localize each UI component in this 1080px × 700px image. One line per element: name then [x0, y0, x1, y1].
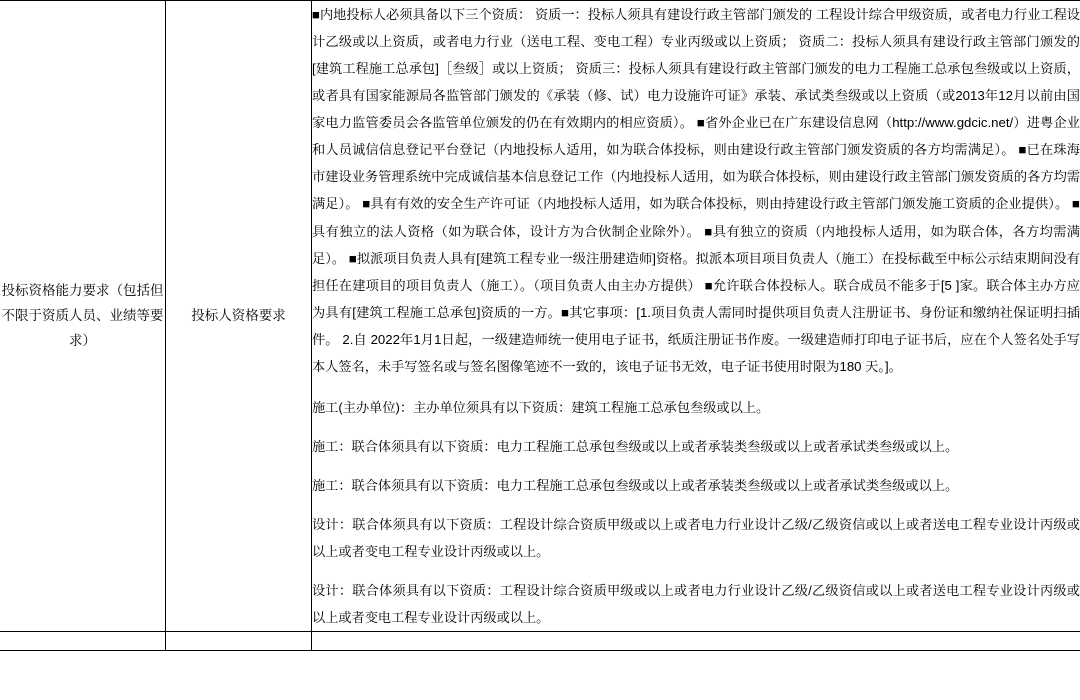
row-subject-text: 投标人资格要求: [191, 307, 286, 323]
row-content-cell: [312, 1, 1080, 632]
requirement-paragraph-5: 设计：联合体须具有以下资质：工程设计综合资质甲级或以上或者电力行业设计乙级/乙级资信或以上或者送电工程专业设计丙级或以上或者变电工程专业设计丙级或以上。: [312, 517, 1080, 560]
requirement-paragraph-4: 施工：联合体须具有以下资质：电力工程施工总承包叁级或以上或者承装类叁级或以上或者承试类叁级或以上。: [312, 478, 959, 493]
next-row-content-cell: [312, 632, 1080, 651]
next-row-subject-cell: [166, 632, 312, 651]
requirement-paragraph-6: 设计：联合体须具有以下资质：工程设计综合资质甲级或以上或者电力行业设计乙级/乙级资信或以上或者送电工程专业设计丙级或以上或者变电工程专业设计丙级或以上。: [312, 583, 1080, 626]
next-row-label-cell: [0, 632, 166, 651]
requirement-paragraph-2: 施工(主办单位)：主办单位须具有以下资质：建筑工程施工总承包叁级或以上。: [312, 399, 770, 415]
requirement-paragraph-1: ■内地投标人必须具备以下三个资质： 资质一：投标人须具有建设行政主管部门颁发的 工程设计综合甲级资质，或者电力行业工程设计乙级或以上资质，或者电力行业（送电工程、变电工程）专业丙级或以上资质； 资质二：投标人须具有建设行政主管部门颁发的[建筑工程施工总承包]［叁级］或以上资质； 资质三：投标人须具有建设行政主管部门颁发的电力工程施工总承包叁级或以上资质，或者具有国家能源局各监管部门颁发的《承装（修、试）电力设施许可证》承装、承试类叁级或以上资质（或2013年12月以前由国家电力监管委员会各监管单位颁发的仍在有效期内的相应资质）。 ■省外企业已在广东建设信息网（http://www.gdcic.net/）进粤企业和人员诚信信息登记平台登记（内地投标人适用，如为联合体投标，则由建设行政主管部门颁发资质的各方均需满足）。 ■已在珠海市建设业务管理系统中完成诚信基本信息登记工作（内地投标人适用，如为联合体投标，则由建设行政主管部门颁发资质的各方均需满足）。 ■具有有效的安全生产许可证（内地投标人适用，如为联合体投标，则由持建设行政主管部门颁发施工资质的企业提供）。 ■具有独立的法人资格（如为联合体，设计方为合伙制企业除外）。 ■具有独立的资质（内地投标人适用，如为联合体，各方均需满足）。 ■拟派项目负责人具有[建筑工程专业一级注册建造师]资格。拟派本项目项目负责人（施工）在投标截至中标公示结束期间没有担任在建项目的项目负责人（施工）。（项目负责人由主办方提供） ■允许联合体投标人。联合成员不能多于[5 ]家。联合体主办方应为具有[建筑工程施工总承包]资质的一方。■其它事项：[1.项目负责人需同时提供项目负责人注册证书、身份证和缴纳社保证明扫插件。 2.自 2022年1月1日起，一级建造师统一使用电子证书，纸质注册证书作废。一级建造师打印电子证书后，应在个人签名处手写本人签名，未手写签名或与签名图像笔迹不一致的，该电子证书无效，电子证书使用时限为180 天。]。: [312, 7, 1080, 374]
table-row: [0, 1, 1080, 632]
row-label-cell: [0, 1, 166, 632]
requirement-paragraph-3: 施工：联合体须具有以下资质：电力工程施工总承包叁级或以上或者承装类叁级或以上或者承试类叁级或以上。: [312, 438, 959, 454]
row-subject-cell: [166, 1, 312, 632]
row-label-text: 投标资格能力要求（包括但不限于资质人员、业绩等要求）: [1, 282, 164, 348]
table-row-next: [0, 632, 1080, 651]
requirements-content: [312, 1, 1080, 631]
